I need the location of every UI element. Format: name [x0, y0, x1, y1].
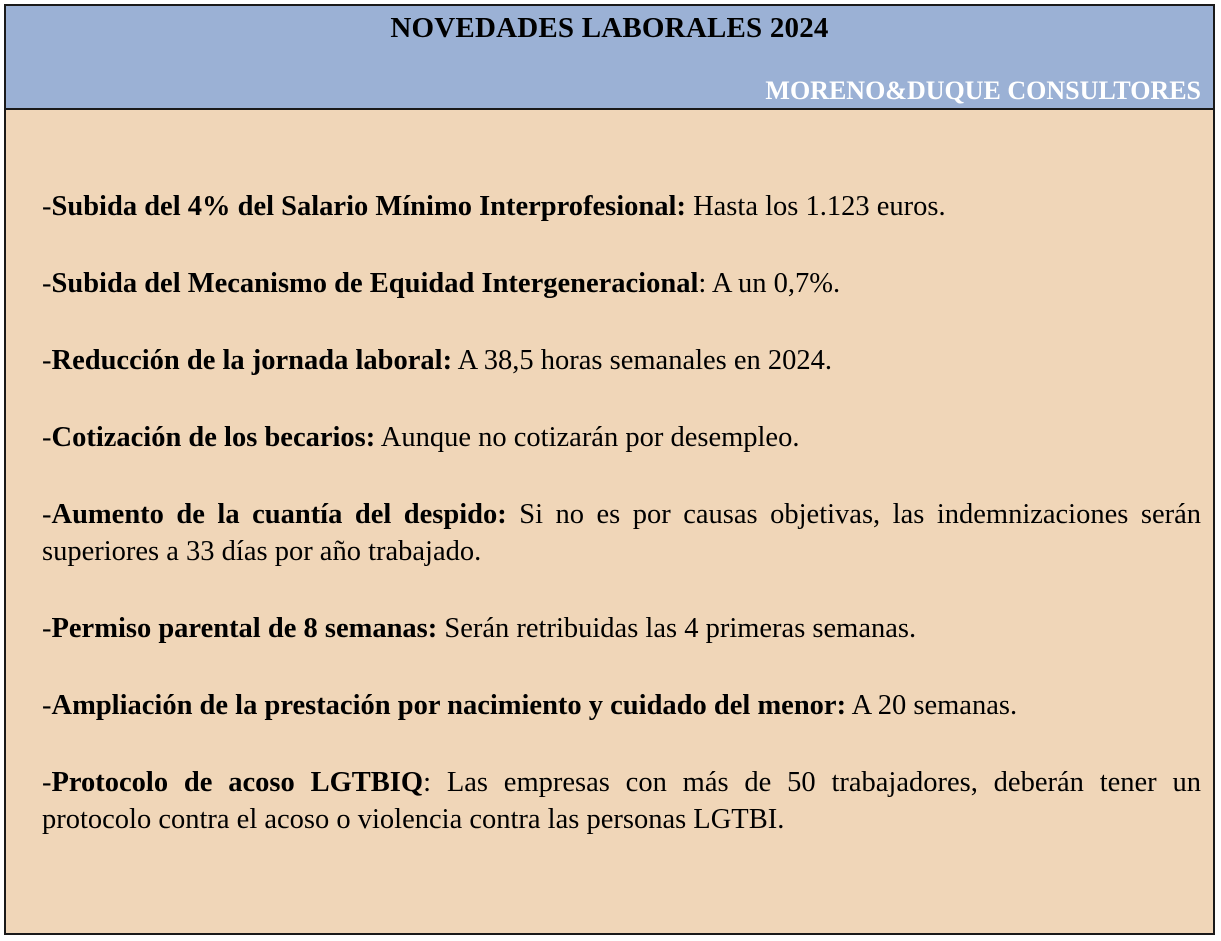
item-text: : Las empresas con más de 50 trabajadores, deberán tener un protocolo contra el acoso o violencia contra las personas LGTBI. [42, 767, 1201, 835]
item-text: A 38,5 horas semanales en 2024. [452, 345, 833, 376]
header-banner [6, 6, 1213, 110]
item-label: Subida del Mecanismo de Equidad Intergeneracional [51, 268, 699, 299]
list-item: -Reducción de la jornada laboral: A 38,5 horas semanales en 2024. [42, 345, 833, 376]
item-text: : A un 0,7%. [698, 268, 841, 299]
document-frame [4, 4, 1215, 935]
company-name: MORENO&DUQUE CONSULTORES [765, 76, 1201, 105]
list-item: -Subida del 4% del Salario Mínimo Interprofesional: Hasta los 1.123 euros. [42, 191, 946, 222]
item-label: Ampliación de la prestación por nacimiento y cuidado del menor: [51, 690, 847, 721]
item-text: Si no es por causas objetivas, las indemnizaciones serán superiores a 33 días por año trabajado. [42, 499, 1201, 567]
list-item: -Protocolo de acoso LGTBIQ: Las empresas con más de 50 trabajadores, deberán tener un protocolo contra el acoso o violencia contra las personas LGTBI. [42, 767, 1201, 835]
item-label: Permiso parental de 8 semanas: [51, 613, 438, 644]
document-title: NOVEDADES LABORALES 2024 [390, 12, 829, 44]
item-text: Aunque no cotizarán por desempleo. [375, 422, 800, 453]
list-item: -Aumento de la cuantía del despido: Si no es por causas objetivas, las indemnizaciones serán superiores a 33 días por año trabajado. [42, 499, 1201, 567]
item-label: Cotización de los becarios: [51, 422, 376, 453]
content-list [42, 188, 1201, 878]
item-label: Aumento de la cuantía del despido: [51, 499, 507, 530]
list-item: -Subida del Mecanismo de Equidad Intergeneracional: A un 0,7%. [42, 268, 841, 299]
list-item: -Ampliación de la prestación por nacimiento y cuidado del menor: A 20 semanas. [42, 690, 1018, 721]
item-label: Subida del 4% del Salario Mínimo Interprofesional: [51, 191, 686, 222]
item-text: Serán retribuidas las 4 primeras semanas. [437, 613, 917, 644]
list-item: -Permiso parental de 8 semanas: Serán retribuidas las 4 primeras semanas. [42, 613, 917, 644]
item-text: A 20 semanas. [846, 690, 1018, 721]
item-label: Reducción de la jornada laboral: [51, 345, 453, 376]
item-label: Protocolo de acoso LGTBIQ [51, 767, 424, 798]
list-item: -Cotización de los becarios: Aunque no cotizarán por desempleo. [42, 422, 800, 453]
item-text: Hasta los 1.123 euros. [685, 191, 946, 222]
